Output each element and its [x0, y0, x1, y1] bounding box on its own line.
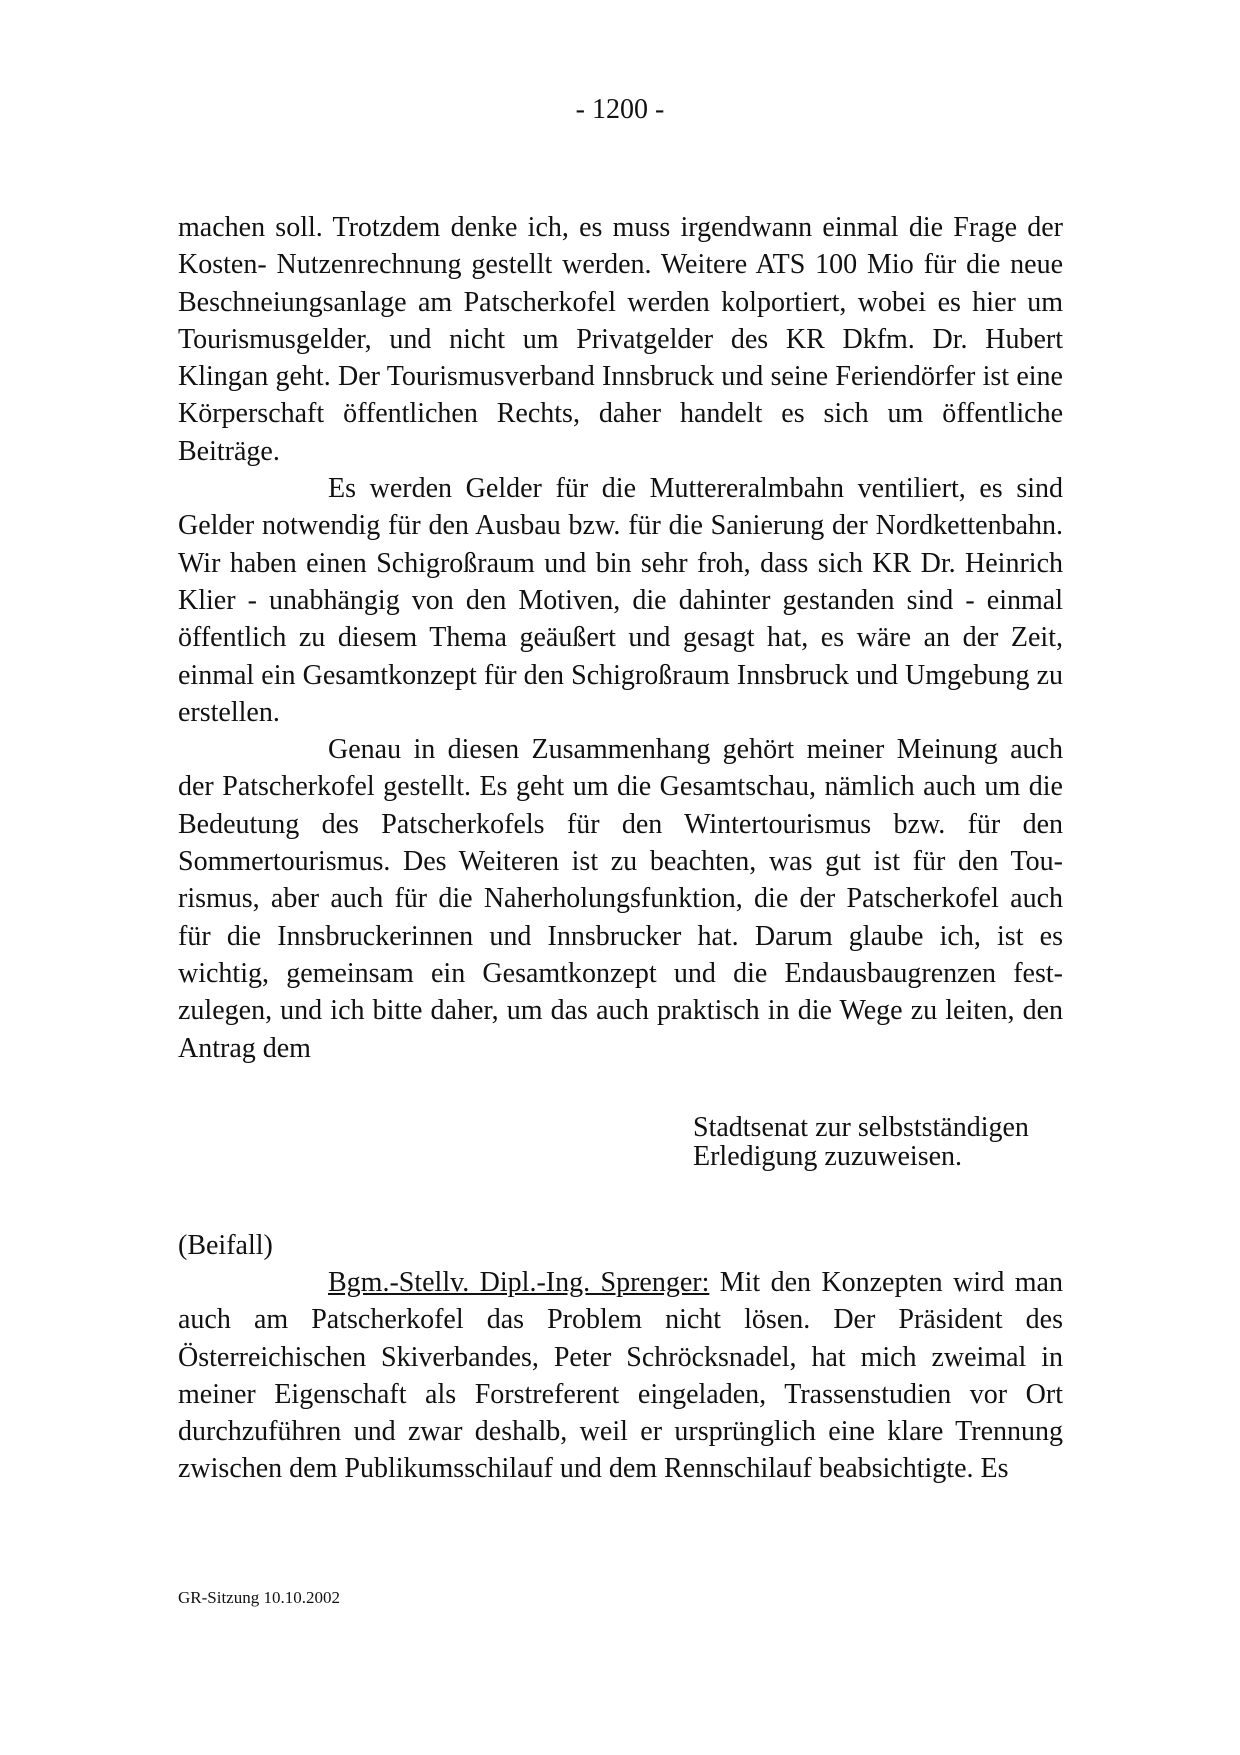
paragraph-funding: Es werden Gelder für die Muttereralmbahn ventiliert, es sind Gelder notwendig für den Ausbau bzw. für die Sanierung der Nordkettenbahn. Wir haben einen Schigroßraum und bin sehr froh, dass sich KR Dr. Heinrich Klier - unabhängig von den Motiven, die dahinter gestanden sind - einmal öffentlich zu diesem Thema geäußert und gesagt hat, es wäre an der Zeit, einmal ein Gesamtkonzept für den Schigroßraum Innsbruck und Umgebung zu erstellen.	[178, 473, 1063, 728]
motion-line-1: Stadtsenat zur selbstständigen	[693, 1112, 1029, 1143]
paragraph-overall-concept: Genau in diesen Zusammenhang gehört meiner Meinung auch der Patscherkofel gestellt. Es geht um die Gesamtschau, nämlich auch um die Bedeutung des Patscherkofels für den Wintertourismus bzw. für den Sommertourismus. Des Weiteren ist zu beachten, was gut ist für den Tourismus, aber auch für die Naherholungsfunktion, die der Patscherkofel auch für die Innsbruckerinnen und Innsbrucker hat. Darum glaube ich, ist es wichtig, gemeinsam ein Gesamtkonzept und die Endausbaugrenzen festzulegen, und ich bitte daher, um das auch praktisch in die Wege zu leiten, den Antrag dem	[178, 734, 1063, 1064]
motion-text	[693, 1113, 1073, 1171]
motion-line-2: Erledigung zuzuweisen.	[693, 1141, 963, 1172]
body-text-speech	[178, 1264, 1063, 1488]
page-number: - 1200 -	[575, 94, 665, 125]
applause-note: (Beifall)	[178, 1230, 273, 1261]
paragraph-costs: machen soll. Trotzdem denke ich, es muss irgendwann einmal die Frage der Kosten- Nutzenrechnung gestellt werden. Weitere ATS 100 Mio für die neue Beschneiungsanlage am Patscherkofel werden kolportiert, wobei es hier um Tourismusgelder, und nicht um Privatgelder des KR Dkfm. Dr. Hubert Klingan geht. Der Tourismusverband Innsbruck und seine Feriendörfer ist eine Körperschaft öffentlichen Rechts, daher handelt es sich um öffentliche Beiträge.	[178, 212, 1063, 467]
footer-session-date: GR-Sitzung 10.10.2002	[178, 1588, 340, 1607]
body-text-top	[178, 209, 1063, 1067]
speaker-name: Bgm.-Stellv. Dipl.-Ing. Sprenger:	[328, 1267, 710, 1298]
speech-paragraph	[178, 1264, 1063, 1488]
speech-text: Mit den Konzepten wird man auch am Patscherkofel das Problem nicht lösen. Der Präsident des Österreichischen Skiverbandes, Peter Schröcksnadel, hat mich zweimal in meiner Eigenschaft als Forstreferent eingeladen, Trassenstudien vor Ort durchzuführen und zwar deshalb, weil er ursprünglich eine klare Trennung zwischen dem Publikumsschilauf und dem Rennschilauf beabsichtigte. Es	[178, 1267, 1063, 1485]
